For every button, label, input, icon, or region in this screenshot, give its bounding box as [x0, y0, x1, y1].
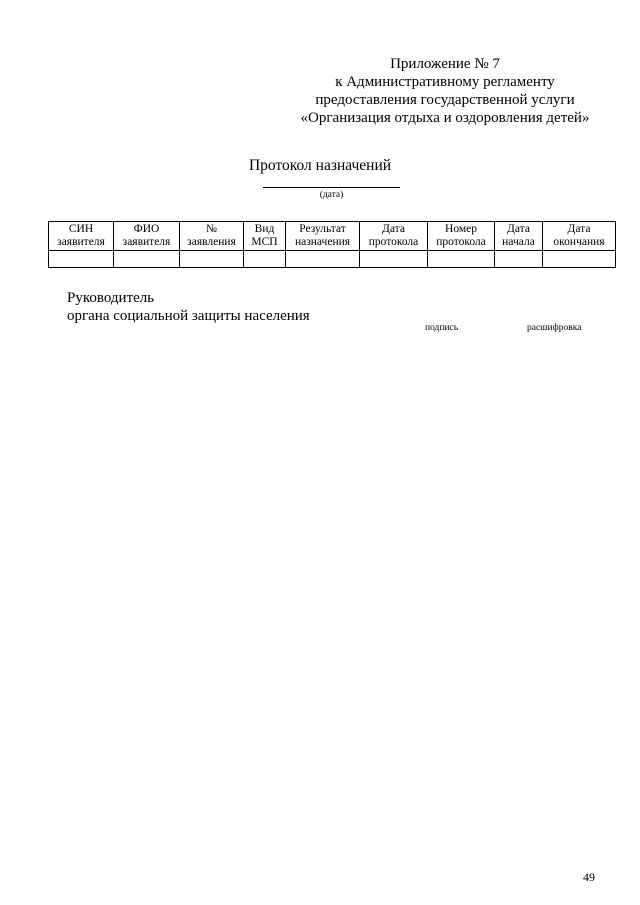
- table-cell: [495, 251, 543, 268]
- appendix-reference: к Административному регламенту: [335, 74, 555, 90]
- date-underline: [263, 187, 400, 188]
- column-header: ФИО заявителя: [114, 222, 180, 251]
- signatory-organization: органа социальной защиты населения: [67, 308, 310, 324]
- column-header: Дата начала: [495, 222, 543, 251]
- table-cell: [180, 251, 244, 268]
- appointments-table: [48, 221, 616, 268]
- column-header: Результат назначения: [286, 222, 360, 251]
- date-caption: (дата): [319, 190, 344, 200]
- column-header: № заявления: [180, 222, 244, 251]
- column-header: СИН заявителя: [49, 222, 114, 251]
- signature-caption: подпись: [425, 323, 459, 333]
- appendix-header: [295, 55, 595, 127]
- column-header: Дата окончания: [543, 222, 616, 251]
- table-cell: [543, 251, 616, 268]
- appendix-service: предоставления государственной услуги: [315, 92, 575, 108]
- page-number: 49: [583, 870, 595, 884]
- document-title: Протокол назначений: [248, 157, 392, 174]
- table-cell: [428, 251, 495, 268]
- column-header: Вид МСП: [244, 222, 286, 251]
- appendix-service-name: «Организация отдыха и оздоровления детей»: [300, 110, 590, 126]
- table-cell: [114, 251, 180, 268]
- table-header-row: [49, 222, 616, 251]
- table-cell: [49, 251, 114, 268]
- name-decoding-caption: расшифровка: [527, 323, 582, 333]
- appendix-number: Приложение № 7: [390, 56, 500, 72]
- column-header: Дата протокола: [360, 222, 428, 251]
- table-cell: [244, 251, 286, 268]
- table-cell: [360, 251, 428, 268]
- signatory-block: [67, 289, 310, 325]
- column-header: Номер протокола: [428, 222, 495, 251]
- signatory-role: Руководитель: [67, 290, 155, 306]
- table-cell: [286, 251, 360, 268]
- table-row: [49, 251, 616, 268]
